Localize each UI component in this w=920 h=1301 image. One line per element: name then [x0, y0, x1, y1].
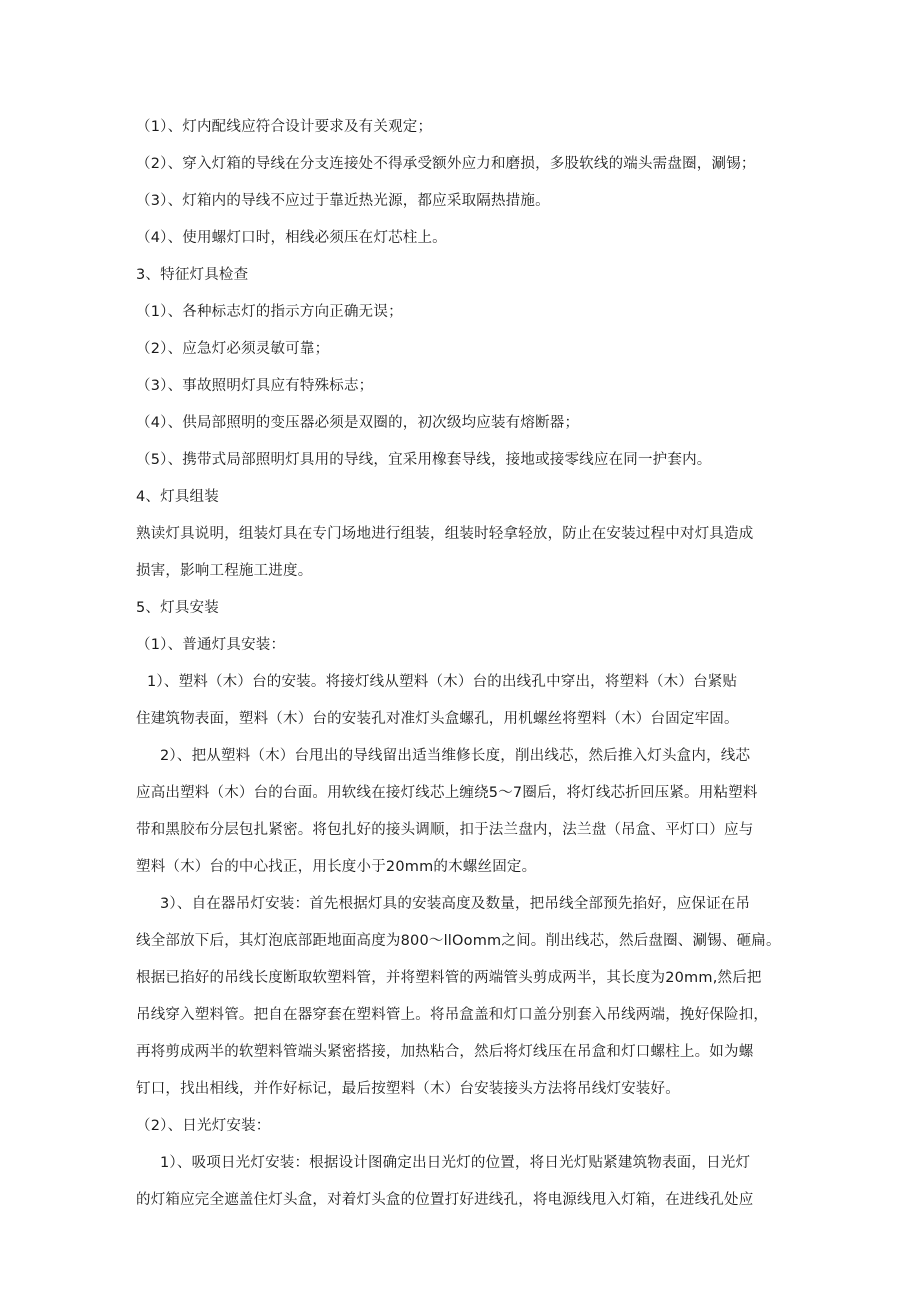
text-line: 塑料（木）台的中心找正，用长度小于20mm的木螺丝固定。 — [136, 859, 537, 875]
section-heading: 3、特征灯具检查 — [136, 267, 249, 283]
text-line: 损害，影响工程施工进度。 — [136, 563, 313, 579]
text-line: （4）、供局部照明的变压器必须是双圈的，初次级均应装有熔断器； — [136, 415, 580, 431]
section-heading: 4、灯具组装 — [136, 489, 219, 505]
text-line: 线全部放下后，其灯泡底部距地面高度为800〜llOomm之间。削出线芯，然后盘圈、涮锡、砸扁。 — [136, 933, 781, 949]
text-line: （1）、灯内配线应符合设计要求及有关观定； — [136, 119, 433, 135]
text-line: 再将剪成两半的软塑料管端头紧密搭接，加热粘合，然后将灯线压在吊盒和灯口螺柱上。如为螺 — [136, 1044, 754, 1060]
text-line: 带和黑胶布分层包扎紧密。将包扎好的接头调顺，扣于法兰盘内，法兰盘（吊盒、平灯口）应与 — [136, 822, 754, 838]
text-line: 根据已掐好的吊线长度断取软塑料管，并将塑料管的两端管头剪成两半，其长度为20mm,然后把 — [136, 970, 762, 986]
text-line: 2）、把从塑料（木）台甩出的导线留出适当维修长度，削出线芯，然后推入灯头盒内，线芯 — [160, 748, 751, 764]
text-line: （2）、穿入灯箱的导线在分支连接处不得承受额外应力和磨损，多股软线的端头需盘圈，涮锡； — [136, 156, 756, 172]
text-line: （2）、日光灯安装： — [136, 1118, 271, 1134]
text-line: 吊线穿入塑料管。把自在器穿套在塑料管上。将吊盒盖和灯口盖分别套入吊线两端，挽好保险扣， — [136, 1007, 769, 1023]
text-line: （1）、各种标志灯的指示方向正确无误； — [136, 304, 403, 320]
text-line: （3）、灯箱内的导线不应过于靠近热光源，都应采取隔热措施。 — [136, 193, 550, 209]
text-line: 应高出塑料（木）台的台面。用软线在接灯线芯上缠绕5〜7圈后，将灯线芯折回压紧。用粘塑料 — [136, 785, 758, 801]
text-line: （3）、事故照明灯具应有特殊标志； — [136, 378, 374, 394]
text-line: （4）、使用螺灯口时，相线必须压在灯芯柱上。 — [136, 230, 447, 246]
text-line: 熟读灯具说明，组装灯具在专门场地进行组装，组装时轻拿轻放，防止在安装过程中对灯具造成 — [136, 526, 754, 542]
text-line: 的灯箱应完全遮盖住灯头盒，对着灯头盒的位置打好进线孔，将电源线甩入灯箱，在进线孔处应 — [136, 1192, 754, 1208]
text-line: 1）、吸项日光灯安装：根据设计图确定出日光灯的位置，将日光灯贴紧建筑物表面，日光灯 — [160, 1155, 751, 1171]
text-line: （5）、携带式局部照明灯具用的导线，宜采用橡套导线，接地或接零线应在同一护套内。 — [136, 452, 712, 468]
text-line: （2）、应急灯必须灵敏可靠； — [136, 341, 330, 357]
text-line: （1）、普通灯具安装： — [136, 637, 286, 653]
text-line: 1）、塑料（木）台的安装。将接灯线从塑料（木）台的出线孔中穿出，将塑料（木）台紧贴 — [147, 674, 738, 690]
text-line: 3）、自在器吊灯安装：首先根据灯具的安装高度及数量，把吊线全部预先掐好，应保证在吊 — [160, 896, 751, 912]
text-line: 钉口，找出相线，并作好标记，最后按塑料（木）台安装接头方法将吊线灯安装好。 — [136, 1081, 680, 1097]
section-heading: 5、灯具安装 — [136, 600, 219, 616]
text-line: 住建筑物表面，塑料（木）台的安装孔对准灯头盒螺孔，用机螺丝将塑料（木）台固定牢固。 — [136, 711, 739, 727]
